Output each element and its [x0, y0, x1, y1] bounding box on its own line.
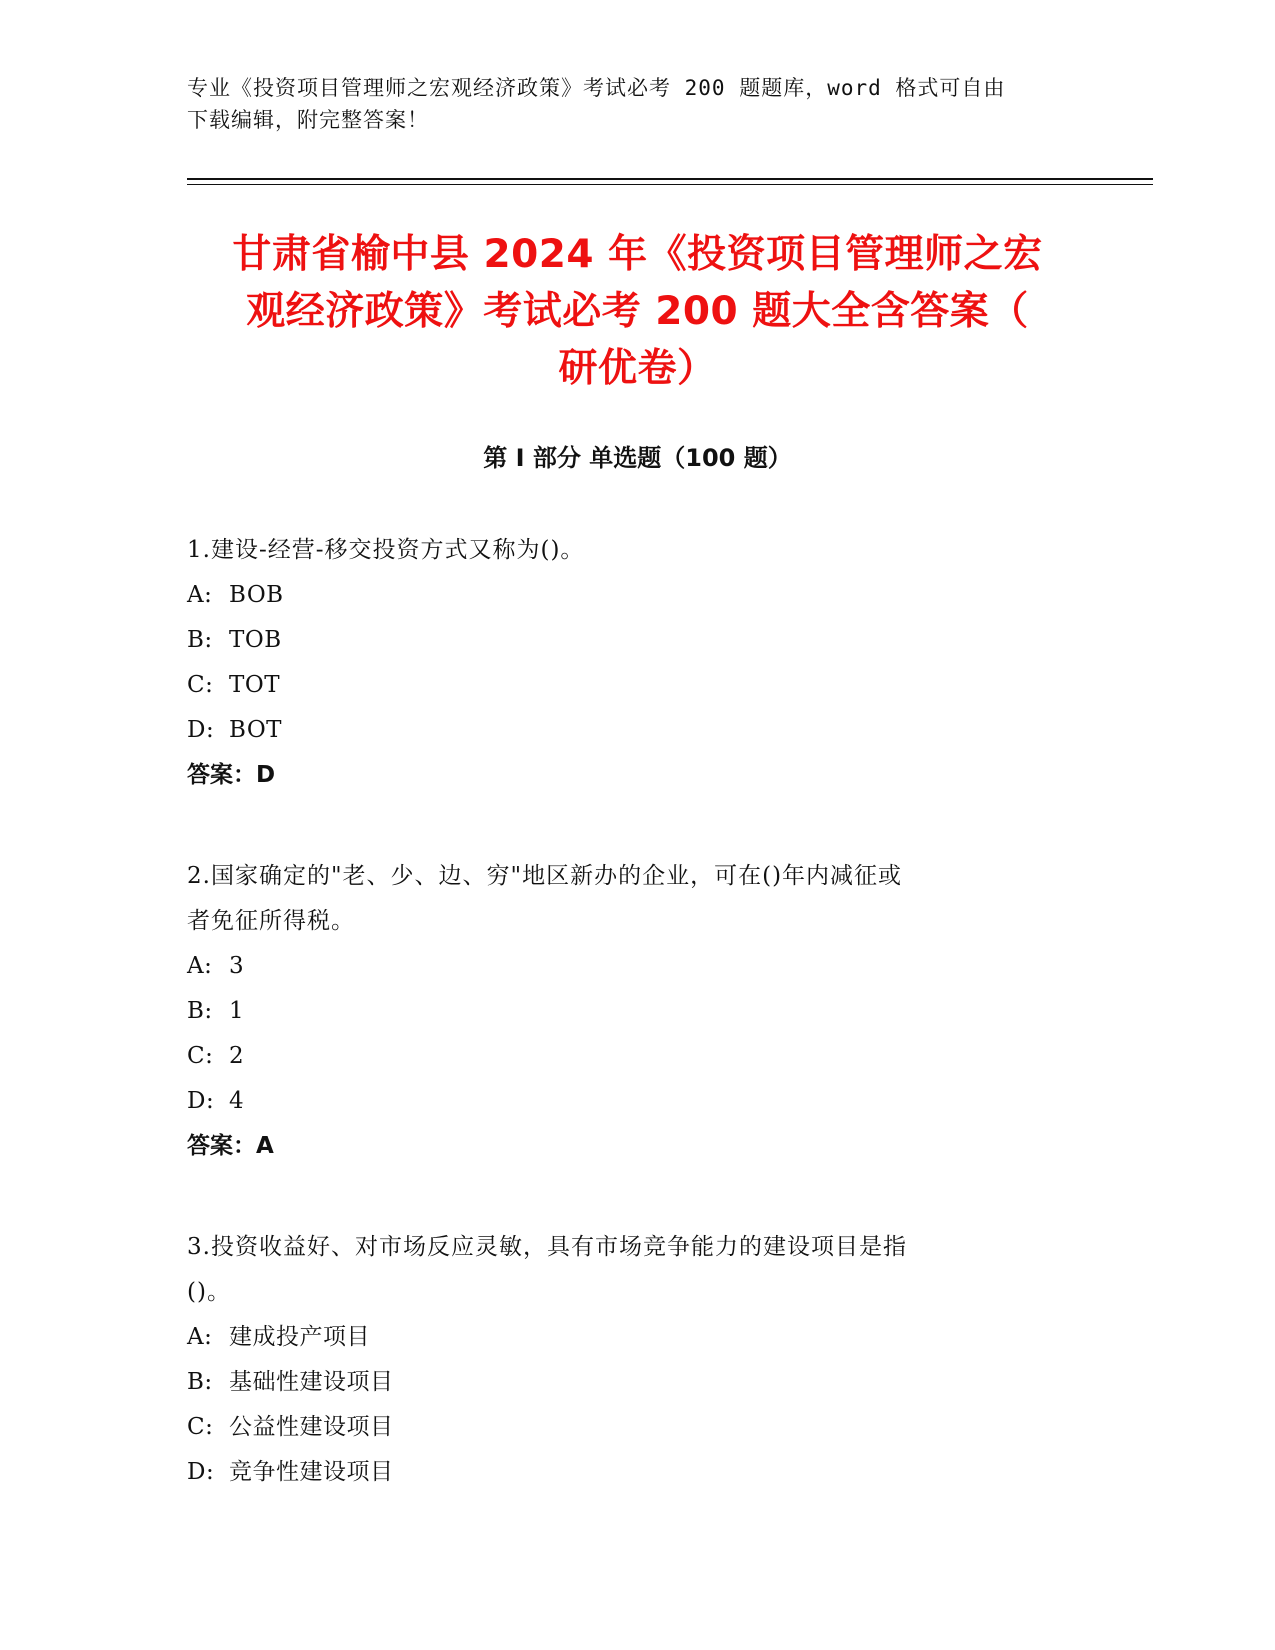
option-tag: D:	[187, 717, 215, 743]
option-text: BOT	[229, 717, 283, 743]
title-line-3: 研优卷）	[558, 346, 717, 391]
title-line-1: 甘肃省榆中县 2024 年《投资项目管理师之宏	[232, 232, 1043, 277]
option-text: 4	[229, 1088, 245, 1114]
option-text: TOT	[229, 672, 281, 698]
header-rule-thick	[187, 178, 1153, 180]
header-rule-thin	[187, 184, 1153, 185]
option-tag: A:	[187, 1324, 213, 1350]
option-text: BOB	[229, 582, 284, 608]
option-tag: A:	[187, 953, 213, 979]
option-c	[187, 1034, 1067, 1079]
option-b	[187, 618, 1067, 663]
option-d	[187, 1450, 1067, 1495]
question-list	[187, 528, 1067, 1551]
option-tag: A:	[187, 582, 213, 608]
title-line-2: 观经济政策》考试必考 200 题大全含答案（	[246, 289, 1029, 334]
option-text: TOB	[229, 627, 282, 653]
header-line-1: 专业《投资项目管理师之宏观经济政策》考试必考 200 题题库，word 格式可自由	[187, 76, 1006, 100]
question-text	[187, 1225, 1067, 1315]
section-title: 第 I 部分 单选题（100 题）	[483, 444, 792, 472]
answer: 答案：D	[187, 762, 276, 788]
question-text-line-1: 2.国家确定的"老、少、边、穷"地区新办的企业，可在()年内减征或	[187, 863, 903, 889]
option-tag: C:	[187, 1414, 214, 1440]
question-text-line-1: 3.投资收益好、对市场反应灵敏，具有市场竞争能力的建设项目是指	[187, 1234, 907, 1260]
option-tag: D:	[187, 1088, 215, 1114]
option-text: 基础性建设项目	[229, 1369, 394, 1395]
option-b	[187, 989, 1067, 1034]
option-text: 建成投产项目	[229, 1324, 370, 1350]
option-tag: B:	[187, 627, 213, 653]
page-header	[187, 72, 1067, 136]
option-text: 2	[229, 1043, 245, 1069]
option-d	[187, 1079, 1067, 1124]
document-title	[150, 226, 1125, 397]
option-c	[187, 1405, 1067, 1450]
option-d	[187, 708, 1067, 753]
question-2	[187, 854, 1067, 1169]
option-tag: C:	[187, 1043, 214, 1069]
option-c	[187, 663, 1067, 708]
option-text: 公益性建设项目	[229, 1414, 394, 1440]
answer: 答案：A	[187, 1133, 274, 1159]
option-tag: B:	[187, 1369, 213, 1395]
header-line-2: 下载编辑，附完整答案！	[187, 108, 429, 132]
question-1	[187, 528, 1067, 798]
option-tag: D:	[187, 1459, 215, 1485]
question-text-line-2: 者免征所得税。	[187, 908, 355, 934]
option-text: 1	[229, 998, 245, 1024]
question-text-line-2: ()。	[187, 1279, 231, 1305]
option-a	[187, 573, 1067, 618]
option-tag: B:	[187, 998, 213, 1024]
option-a	[187, 1315, 1067, 1360]
option-text: 3	[229, 953, 245, 979]
option-text: 竞争性建设项目	[229, 1459, 394, 1485]
option-a	[187, 944, 1067, 989]
question-text: 1.建设-经营-移交投资方式又称为()。	[187, 537, 585, 563]
question-3	[187, 1225, 1067, 1495]
option-tag: C:	[187, 672, 214, 698]
question-text	[187, 854, 1067, 944]
option-b	[187, 1360, 1067, 1405]
